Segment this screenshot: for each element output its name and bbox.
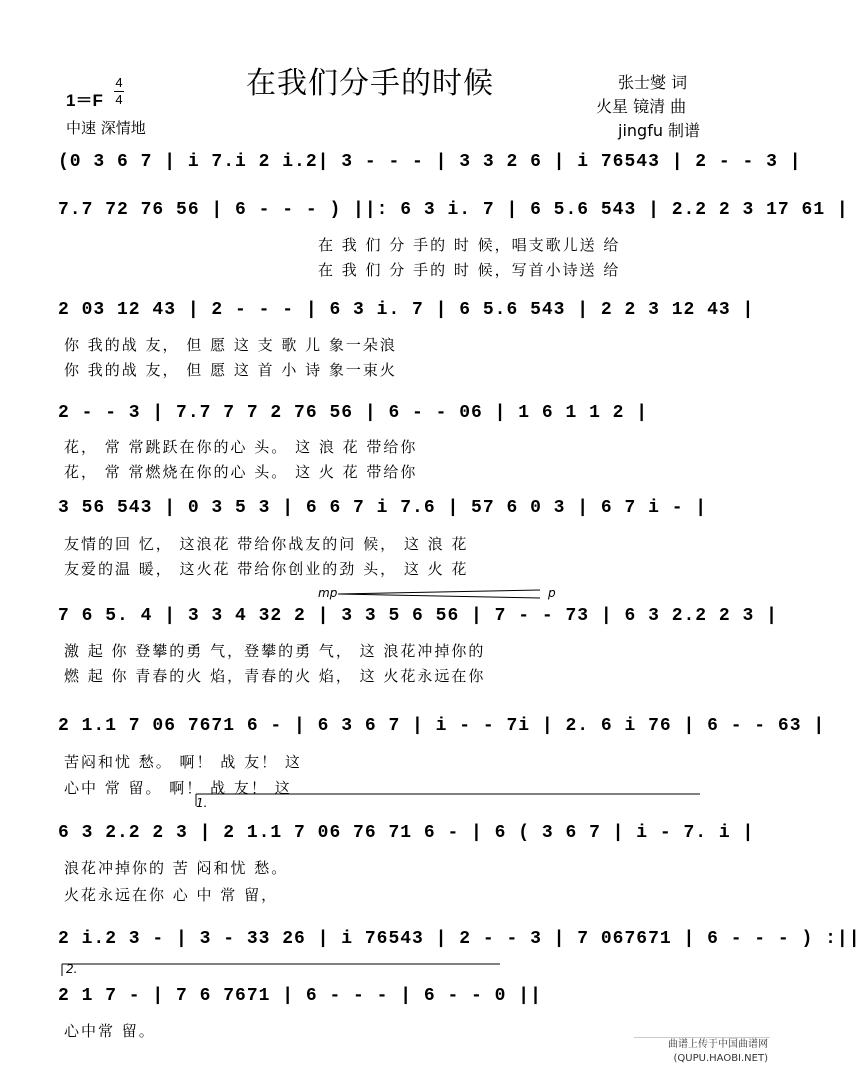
lyricist-credit: 张士燮 词: [618, 73, 688, 92]
dynamic-mp: mp: [318, 586, 338, 600]
footer-line-2: (QUPU.HAOBI.NET): [673, 1053, 768, 1064]
song-title: 在我们分手的时候: [246, 66, 494, 101]
notation-line-1: (0 3 6 7 | i 7.i 2 i.2| 3 - - - | 3 3 2 6 | i 76543 | 2 - - 3 |: [58, 152, 802, 172]
lyric-line-4a: 花， 常 常跳跃在你的心 头。 这 浪 花 带给你: [64, 438, 418, 456]
composer-credit: 火星 镜清 曲: [596, 97, 687, 116]
lyric-line-6a: 激 起 你 登攀的勇 气，登攀的勇 气， 这 浪花冲掉你的: [64, 642, 486, 660]
lyric-line-5a: 友情的回 忆， 这浪花 带给你战友的问 候， 这 浪 花: [64, 535, 469, 553]
lyric-line-2b: 在 我 们 分 手的 时 候，写首小诗送 给: [318, 261, 621, 279]
lyric-line-5b: 友爱的温 暖， 这火花 带给你创业的劲 头， 这 火 花: [64, 560, 469, 578]
lyric-line-6b: 燃 起 你 青春的火 焰，青春的火 焰， 这 火花永远在你: [64, 667, 486, 685]
notation-line-7: 2 1.1 7 06 7671 6 - | 6 3 6 7 | i - - 7i | 2. 6 i 76 | 6 - - 63 |: [58, 716, 826, 736]
hairpin-top: [338, 590, 540, 594]
ending-1-label: 1.: [196, 796, 208, 810]
meter-bottom: 4: [115, 92, 123, 107]
lyric-line-2a: 在 我 们 分 手的 时 候，唱支歌儿送 给: [318, 236, 621, 254]
footer-line-1: 曲谱上传于中国曲谱网: [668, 1039, 768, 1050]
tempo-marking: 中速 深情地: [66, 119, 146, 137]
lyric-line-3b: 你 我的战 友， 但 愿 这 首 小 诗 象一束火: [64, 361, 397, 379]
notation-line-3: 2 03 12 43 | 2 - - - | 6 3 i. 7 | 6 5.6 543 | 2 2 3 12 43 |: [58, 300, 755, 320]
arranger-credit: jingfu 制谱: [618, 121, 701, 140]
notation-line-5: 3 56 543 | 0 3 5 3 | 6 6 7 i 7.6 | 57 6 0 3 | 6 7 i - |: [58, 498, 708, 518]
site-footer: [634, 1037, 770, 1070]
notation-line-2: 7.7 72 76 56 | 6 - - - ) ||: 6 3 i. 7 | 6 5.6 543 | 2.2 2 3 17 61 |: [58, 200, 849, 220]
lyric-line-7a: 苦闷和忧 愁。 啊！ 战 友！ 这: [64, 753, 302, 771]
hairpin-bottom: [338, 594, 540, 598]
lyric-line-7b: 心中 常 留。 啊！ 战 友！ 这: [64, 779, 292, 797]
meter-top: 4: [115, 75, 123, 90]
lyric-line-10: 心中常 留。: [64, 1022, 156, 1040]
lyric-line-4b: 花， 常 常燃烧在你的心 头。 这 火 花 带给你: [64, 463, 418, 481]
notation-line-6: 7 6 5. 4 | 3 3 4 32 2 | 3 3 5 6 56 | 7 - - 73 | 6 3 2.2 2 3 |: [58, 606, 778, 626]
notation-line-9: 2 i.2 3 - | 3 - 33 26 | i 76543 | 2 - - 3 | 7 067671 | 6 - - - ) :||: [58, 929, 861, 949]
key-signature: 1＝F: [66, 91, 103, 110]
lyric-line-8b: 火花永远在你 心 中 常 留，: [64, 886, 279, 904]
dynamic-p: p: [548, 586, 556, 600]
notation-line-8: 6 3 2.2 2 3 | 2 1.1 7 06 76 71 6 - | 6 ( 3 6 7 | i - 7. i |: [58, 823, 755, 843]
lyric-line-8a: 浪花冲掉你的 苦 闷和忧 愁。: [64, 859, 289, 877]
notation-line-4: 2 - - 3 | 7.7 7 7 2 76 56 | 6 - - 06 | 1 6 1 1 2 |: [58, 403, 649, 423]
lyric-line-3a: 你 我的战 友， 但 愿 这 支 歌 儿 象一朵浪: [64, 336, 397, 354]
notation-line-10: 2 1 7 - | 7 6 7671 | 6 - - - | 6 - - 0 ||: [58, 986, 542, 1006]
ending-2-label: 2.: [66, 962, 78, 976]
